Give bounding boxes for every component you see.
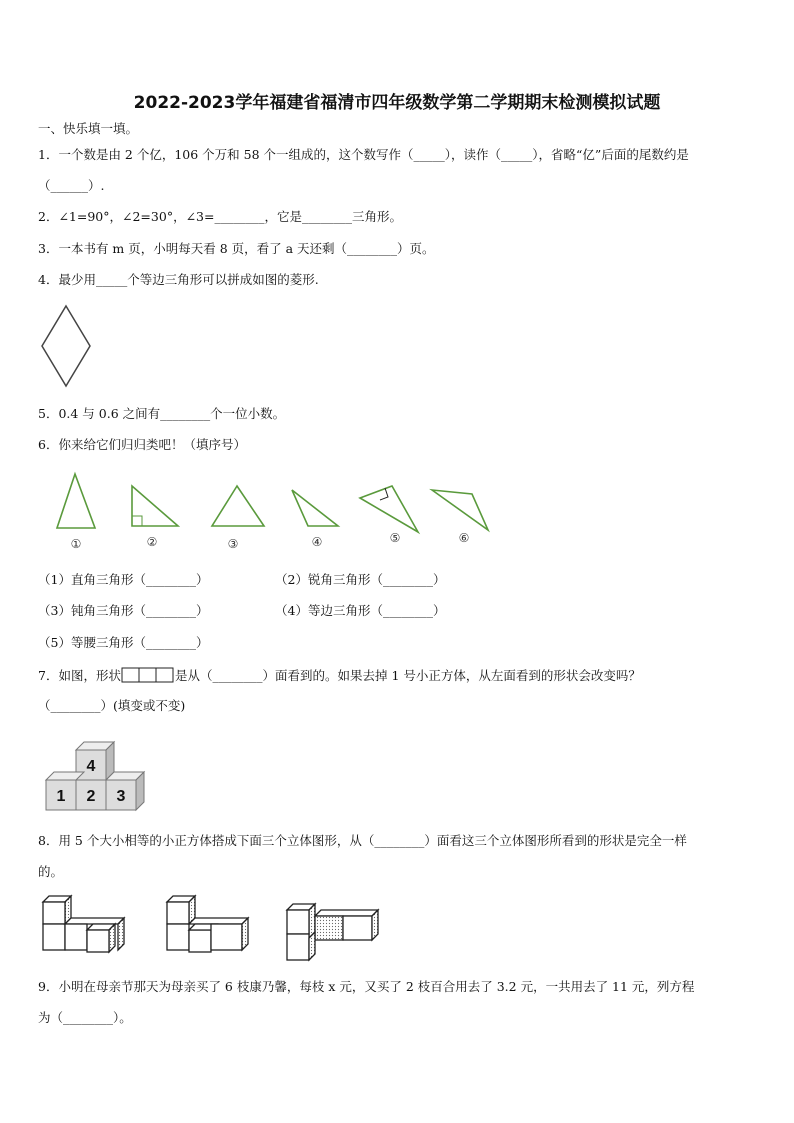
question-9-line-1: 9．小明在母亲节那天为母亲买了 6 枝康乃馨，每枝 x 元，又买了 2 枝百合用去了 3.2 元，一共用去了 11 元，列方程 [38, 979, 695, 994]
section-heading: 一、快乐填一填。 [38, 121, 139, 136]
solid-figure-3 [287, 904, 378, 960]
triangle-4 [292, 490, 338, 526]
triangle-3 [212, 486, 264, 526]
question-5: 5．0.4 与 0.6 之间有________个一位小数。 [38, 406, 286, 421]
triangle-5 [360, 486, 418, 532]
cube-label-1: 1 [56, 788, 66, 805]
triangle-label-3: ③ [227, 537, 239, 551]
question-8-line-1: 8．用 5 个大小相等的小正方体搭成下面三个立体图形，从（________）面看这三个立体图形所看到的形状是完全一样 [38, 833, 687, 848]
question-7-suffix: 是从（________）面看到的。如果去掉 1 号小正方体，从左面看到的形状会改变吗？ [174, 668, 641, 683]
question-7-prefix: 7．如图，形状 [38, 668, 121, 683]
cube-stack-figure [44, 738, 146, 814]
triangle-label-6: ⑥ [458, 531, 470, 545]
question-9-line-2: 为（________）。 [38, 1010, 132, 1025]
triangle-label-5: ⑤ [389, 531, 401, 545]
triangles-figure [40, 468, 500, 556]
question-7-line-1 [38, 667, 641, 684]
triangle-6 [432, 490, 488, 530]
page-title: 2022-2023学年福建省福清市四年级数学第二学期期末检测模拟试题 [133, 93, 661, 113]
triangle-label-2: ② [146, 535, 158, 549]
question-3: 3．一本书有 m 页，小明每天看 8 页，看了 a 天还剩（________）页。 [38, 241, 435, 256]
triangle-2 [132, 486, 178, 526]
classify-isosceles: （5）等腰三角形（________） [38, 635, 209, 650]
question-2: 2．∠1=90°，∠2=30°，∠3=________，它是________三角形。 [38, 209, 402, 224]
question-8-line-2: 的。 [38, 864, 64, 879]
question-7-line-2: （________）(填变或不变) [38, 698, 186, 713]
solid-figures [40, 892, 380, 964]
solid-figure-1 [43, 896, 124, 952]
cube-label-2: 2 [86, 788, 96, 805]
classify-right: （1）直角三角形（________） [38, 572, 209, 587]
triangle-1 [57, 474, 95, 528]
triangle-label-4: ④ [311, 535, 323, 549]
question-4: 4．最少用_____个等边三角形可以拼成如图的菱形. [38, 272, 319, 287]
question-6: 6．你来给它们归归类吧！（填序号） [38, 437, 246, 452]
triangle-label-1: ① [70, 537, 82, 551]
classify-obtuse: （3）钝角三角形（________） [38, 603, 209, 618]
cube-label-3: 3 [116, 788, 126, 805]
question-1-line-2: （______）. [38, 178, 105, 193]
three-squares-shape [121, 667, 175, 683]
classify-acute: （2）锐角三角形（________） [275, 572, 446, 587]
question-1-line-1: 1．一个数是由 2 个亿，106 个万和 58 个一组成的，这个数写作（_____），读作（_____），省略“亿”后面的尾数约是 [38, 147, 689, 162]
solid-figure-2 [167, 896, 248, 952]
classify-equilateral: （4）等边三角形（________） [275, 603, 446, 618]
cube-label-4: 4 [86, 758, 96, 775]
rhombus-figure [38, 302, 98, 392]
